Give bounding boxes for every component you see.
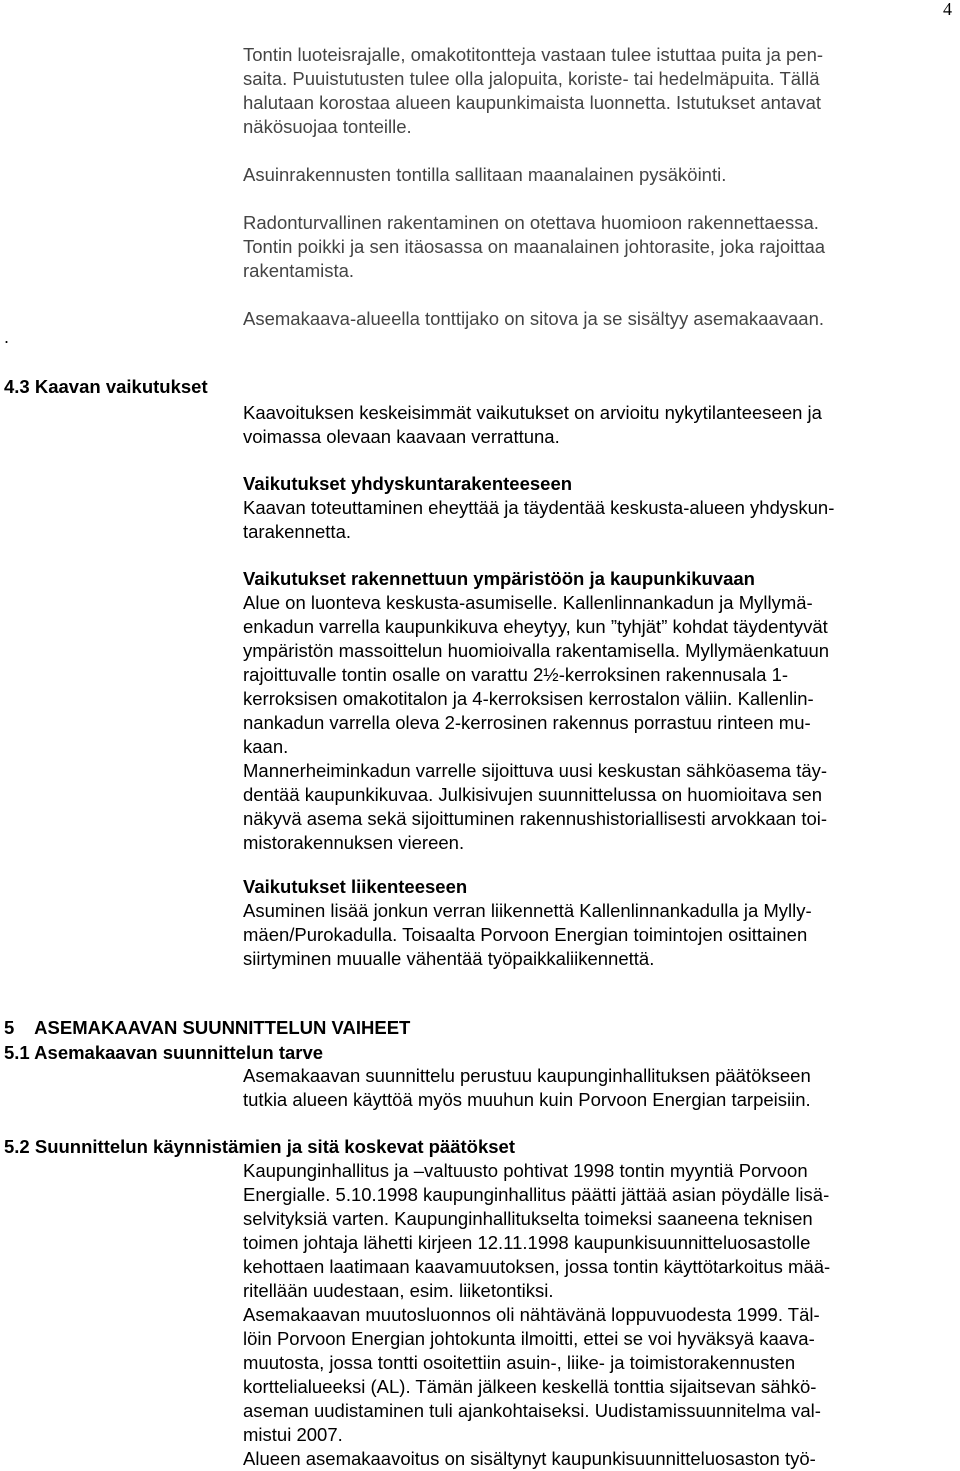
text-line: Kaupunginhallitus ja –valtuusto pohtivat 1998 tontin myyntiä Porvoon (243, 1160, 808, 1181)
subsection-traffic (243, 875, 903, 971)
text-line: Kaavan toteuttaminen eheyttää ja täydentää keskusta-alueen yhdyskun- (243, 497, 835, 518)
text-line: selvityksiä varten. Kaupunginhallitukselta toimeksi saaneena teknisen (243, 1208, 813, 1229)
text-line: ympäristön massoittelun huomioivalla rakentamisella. Myllymäenkatuun (243, 640, 830, 661)
text-line: toimen johtaja lähetti kirjeen 12.11.1998 kaupunkisuunnitteluosastolle (243, 1232, 811, 1253)
text-line: halutaan korostaa alueen kaupunkimaista luonnetta. Istutukset antavat (243, 92, 821, 113)
paragraph-planning-need (243, 1064, 903, 1112)
text-line: Kaavoituksen keskeisimmät vaikutukset on arvioitu nykytilanteeseen ja (243, 402, 822, 423)
text-line: kaan. (243, 736, 289, 757)
text-line: tutkia alueen käyttöä myös muuhun kuin Porvoon Energian tarpeisiin. (243, 1089, 811, 1110)
text-line: Asuinrakennusten tontilla sallitaan maanalainen pysäköinti. (243, 164, 727, 185)
subsection-title: Vaikutukset liikenteeseen (243, 876, 468, 897)
text-line: siirtyminen muualle vähentää työpaikkaliikennettä. (243, 948, 655, 969)
text-line: enkadun varrella kaupunkikuva eheytyy, kun ”tyhjät” kohdat täydentyvät (243, 616, 828, 637)
text-line: ritellään uudestaan, esim. liiketontiksi. (243, 1280, 554, 1301)
text-line: kerroksisen omakotitalon ja 4-kerroksisen kerrostalon väliin. Kallenlin- (243, 688, 814, 709)
text-line: mistorakennuksen viereen. (243, 832, 465, 853)
text-line: tarakennetta. (243, 521, 351, 542)
text-line: mistui 2007. (243, 1424, 343, 1445)
subsection-title: Vaikutukset rakennettuun ympäristöön ja kaupunkikuvaan (243, 568, 755, 589)
text-line: Asemakaavan muutosluonnos oli nähtävänä loppuvuodesta 1999. Täl- (243, 1304, 820, 1325)
text-line: mäen/Purokadulla. Toisaalta Porvoon Energian toimintojen osittainen (243, 924, 808, 945)
list-marker-dot: . (4, 327, 10, 347)
text-line: näkyvä asema sekä sijoittuminen rakennushistoriallisesti arvokkaan toi- (243, 808, 828, 829)
subsection-community-structure (243, 472, 903, 544)
text-line: Radonturvallinen rakentaminen on otettava huomioon rakennettaessa. (243, 212, 819, 233)
subsection-built-environment (243, 567, 903, 855)
text-line: rakentamista. (243, 260, 355, 281)
text-line: Mannerheiminkadun varrelle sijoittuva uusi keskustan sähköasema täy- (243, 760, 828, 781)
paragraph-plot-division (243, 307, 903, 331)
text-line: dentää kaupunkikuvaa. Julkisivujen suunnittelussa on huomioitava sen (243, 784, 823, 805)
text-line: muutosta, jossa tontti osoitettiin asuin-, liike- ja toimistorakennusten (243, 1352, 796, 1373)
text-line: näkösuojaa tonteille. (243, 116, 412, 137)
paragraph-parking (243, 163, 903, 187)
paragraph-impacts-intro (243, 401, 903, 449)
paragraph-radon (243, 211, 903, 283)
subsection-title: Vaikutukset yhdyskuntarakenteeseen (243, 473, 573, 494)
text-line: löin Porvoon Energian johtokunta ilmoitti, ettei se voi hyväksyä kaava- (243, 1328, 815, 1349)
text-line: saita. Puuistutusten tulee olla jalopuita, koriste- tai hedelmäpuita. Tällä (243, 68, 820, 89)
text-line: Asuminen lisää jonkun verran liikennettä Kallenlinnankadulla ja Mylly- (243, 900, 812, 921)
text-line: Alueen asemakaavoitus on sisältynyt kaupunkisuunnitteluosaston työ- (243, 1448, 816, 1469)
text-line: Asemakaavan suunnittelu perustuu kaupunginhallituksen päätökseen (243, 1065, 811, 1086)
paragraph-planting (243, 43, 903, 139)
text-line: Energialle. 5.10.1998 kaupunginhallitus päätti jättää asian pöydälle lisä- (243, 1184, 830, 1205)
text-line: voimassa olevaan kaavaan verrattuna. (243, 426, 560, 447)
text-line: Asemakaava-alueella tonttijako on sitova ja se sisältyy asemakaavaan. (243, 308, 825, 329)
section-heading-5-1: 5.1 Asemakaavan suunnittelun tarve (4, 1042, 324, 1063)
text-line: korttelialueeksi (AL). Tämän jälkeen keskellä tonttia sijaitsevan sähkö- (243, 1376, 817, 1397)
text-line: Alue on luonteva keskusta-asumiselle. Kallenlinnankadun ja Myllymä- (243, 592, 813, 613)
section-heading-5: 5 ASEMAKAAVAN SUUNNITTELUN VAIHEET (4, 1017, 411, 1038)
text-line: Tontin poikki ja sen itäosassa on maanalainen johtorasite, joka rajoittaa (243, 236, 826, 257)
section-heading-5-2: 5.2 Suunnittelun käynnistämien ja sitä koskevat päätökset (4, 1136, 515, 1157)
text-line: nankadun varrella oleva 2-kerrosinen rakennus porrastuu rinteen mu- (243, 712, 811, 733)
text-line: Tontin luoteisrajalle, omakotitontteja vastaan tulee istuttaa puita ja pen- (243, 44, 824, 65)
page-number: 4 (943, 0, 952, 19)
paragraph-planning-decisions (243, 1159, 903, 1471)
section-heading-4-3: 4.3 Kaavan vaikutukset (4, 376, 208, 397)
text-line: rajoittuvalle tontin osalle on varattu 2½-kerroksinen rakennusala 1- (243, 664, 789, 685)
text-line: kehottaen laatimaan kaavamuutoksen, jossa tontin käyttötarkoitus mää- (243, 1256, 831, 1277)
text-line: aseman uudistaminen tuli ajankohtaiseksi. Uudistamissuunnitelma val- (243, 1400, 821, 1421)
